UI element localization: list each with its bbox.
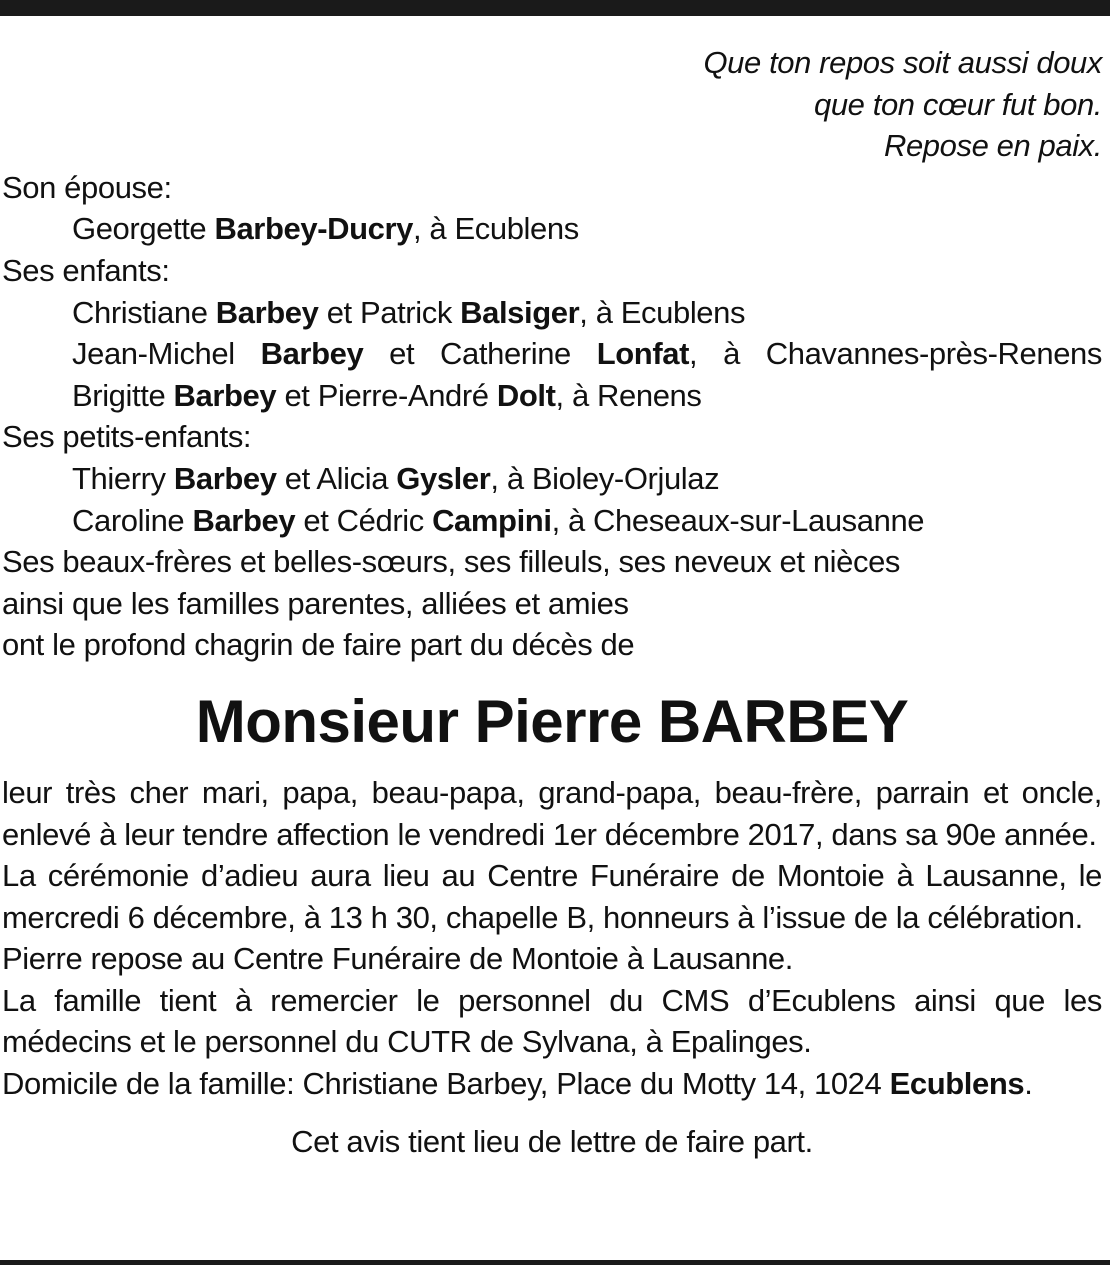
partner-last-name: Gysler [396,460,491,496]
last-name: Barbey [260,336,364,372]
place: , à Ecublens [579,294,746,330]
section-heading: Ses enfants: [2,252,170,288]
description-paragraph: leur très cher mari, papa, beau-papa, grand-papa, beau-frère, parrain et oncle, enlevé à leur tendre affection le vendredi 1er décembre 2017, dans sa 90e année. [2,774,1102,852]
conjunction: et Alicia [276,460,397,496]
ceremony-paragraph: La cérémonie d’adieu aura lieu au Centre Funéraire de Montoie à Lausanne, le mercredi 6 décembre, à 13 h 30, chapelle B, honneurs à l’issue de la célébration. [2,858,1102,935]
domicile-address: Domicile de la famille: Christiane Barbey, Place du Motty 14, 1024 [2,1066,890,1102]
repose-paragraph: Pierre repose au Centre Funéraire de Montoie à Lausanne. [2,941,793,977]
place: , à Ecublens [413,211,579,247]
partner-last-name: Campini [432,502,552,538]
domicile-line [2,1063,1102,1105]
family-line: Ses beaux-frères et belles-sœurs, ses filleuls, ses neveux et nièces [2,544,901,580]
spouse-section [2,167,1102,250]
first-name: Thierry [72,460,166,496]
partner-last-name: Balsiger [460,294,580,330]
closing-line: Cet avis tient lieu de lettre de faire part. [291,1123,813,1159]
first-name: Caroline [72,502,185,538]
last-name: Barbey-Ducry [214,211,413,247]
first-name: Jean-Michel [72,336,235,372]
last-name: Barbey [173,460,277,496]
conjunction: et Cédric [295,502,433,538]
grandchildren-section [2,416,1102,541]
epigraph-line: Repose en paix. [883,128,1102,164]
children-section [2,250,1102,416]
thanks-paragraph: La famille tient à remercier le personnel du CMS d’Ecublens ainsi que les médecins et le personnel du CUTR de Sylvana, à Epalinges. [2,982,1102,1060]
family-line: ainsi que les familles parentes, alliées et amies [2,585,629,621]
first-name: Brigitte [72,377,166,413]
child-entry [2,333,1102,375]
domicile-town: Ecublens [889,1066,1025,1102]
partner-last-name: Dolt [496,377,556,413]
first-name: Christiane [72,294,208,330]
section-heading: Ses petits-enfants: [2,419,252,455]
place: , à Renens [555,377,702,413]
section-heading: Son épouse: [2,169,172,205]
conjunction: et Catherine [363,336,597,372]
spouse-entry [2,208,1102,250]
child-entry [2,375,1102,417]
bottom-rule [0,1260,1110,1265]
grandchild-entry [2,500,1102,542]
top-rule [0,0,1110,16]
obituary-notice [2,42,1102,1162]
conjunction: et Pierre-André [276,377,497,413]
conjunction: et Patrick [318,294,461,330]
child-entry [2,292,1102,334]
place: , à Chavannes-près-Renens [689,336,1102,372]
grandchild-entry [2,458,1102,500]
family-line: ont le profond chagrin de faire part du décès de [2,627,635,663]
first-name: Georgette [72,211,207,247]
last-name: Barbey [192,502,296,538]
partner-last-name: Lonfat [596,336,690,372]
last-name: Barbey [215,294,319,330]
epigraph [2,42,1102,167]
place: , à Bioley-Orjulaz [490,460,720,496]
place: , à Cheseaux-sur-Lausanne [551,502,925,538]
last-name: Barbey [173,377,277,413]
epigraph-line: que ton cœur fut bon. [814,86,1102,122]
domicile-period: . [1024,1066,1033,1102]
family-announcement [2,541,1102,666]
deceased-name: Monsieur Pierre BARBEY [195,687,909,755]
epigraph-line: Que ton repos soit aussi doux [703,45,1102,80]
